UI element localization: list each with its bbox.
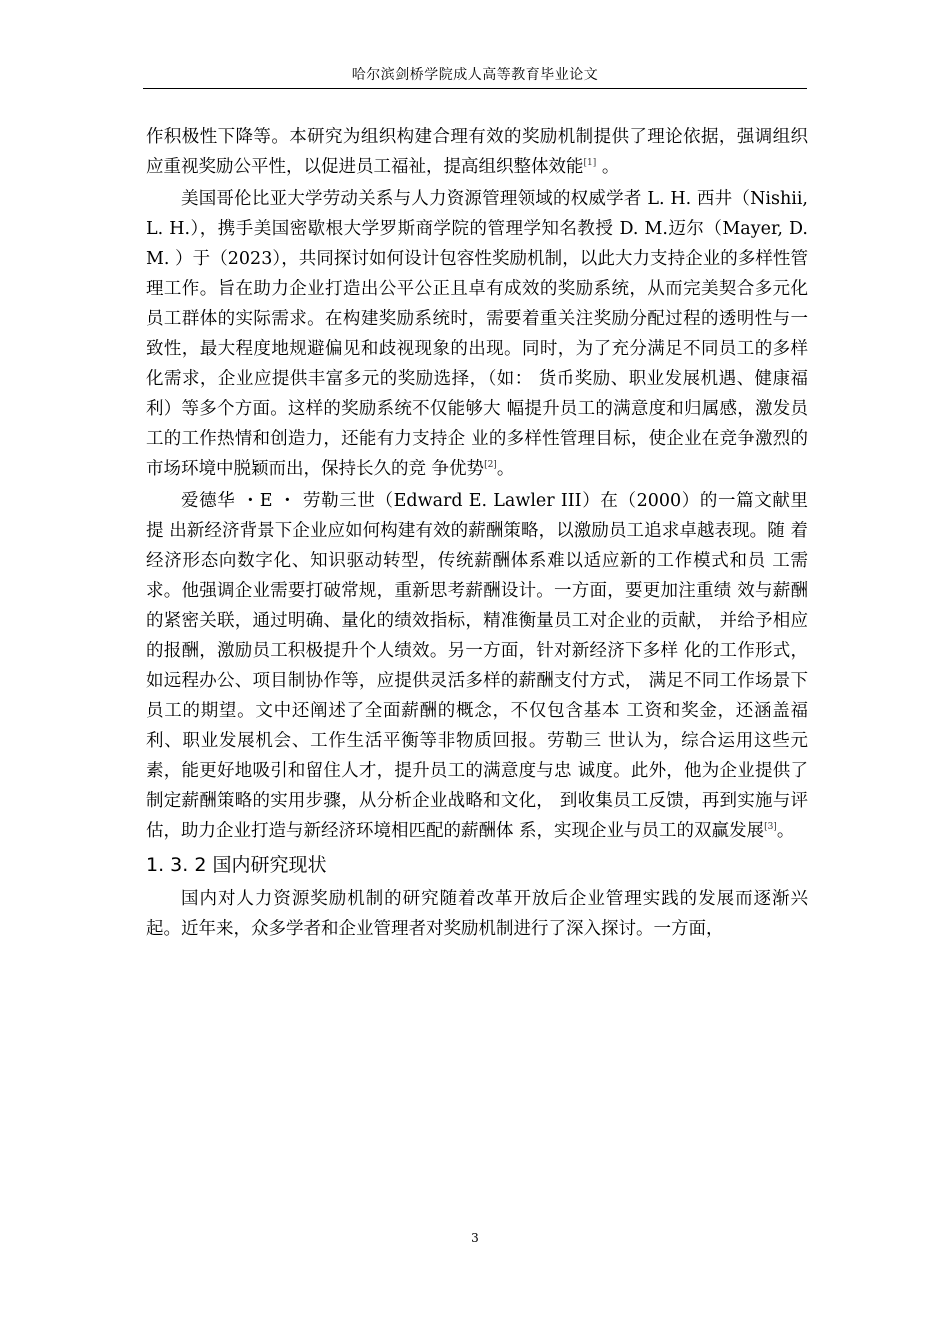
body-text <box>146 122 808 944</box>
paragraph-lawler <box>146 486 808 846</box>
header-rule <box>143 88 807 89</box>
paragraph-tail: 。 <box>496 459 515 479</box>
citation-ref: [3] <box>764 822 777 832</box>
paragraph-continuation <box>146 122 808 182</box>
paragraph-nishii-mayer <box>146 184 808 484</box>
paragraph-text: 爱德华 ・E ・ 劳勒三世（Edward E. Lawler III）在（2000）的一篇文献里提 出新经济背景下企业应如何构建有效的薪酬策略，以激励员工追求卓越表现。随 着经济形态向数字化、知识驱动转型，传统薪酬体系难以适应新的工作模式和员 工需求。他强调企业需要打破常规，重新思考薪酬设计。一方面，要更加注重绩 效与薪酬的紧密关联，通过明确、量化的绩效指标，精准衡量员工对企业的贡献， 并给予相应的报酬，激励员工积极提升个人绩效。另一方面，针对新经济下多样 化的工作形式，如远程办公、项目制协作等，应提供灵活多样的薪酬支付方式， 满足不同工作场景下员工的期望。文中还阐述了全面薪酬的概念，不仅包含基本 工资和奖金，还涵盖福利、职业发展机会、工作生活平衡等非物质回报。劳勒三 世认为，综合运用这些元素，能更好地吸引和留住人才，提升员工的满意度与忠 诚度。此外，他为企业提供了制定薪酬策略的实用步骤，从分析企业战略和文化， 到收集员工反馈，再到实施与评估，助力企业打造与新经济环境相匹配的薪酬体 系，实现企业与员工的双赢发展 <box>146 491 808 841</box>
paragraph-tail: 。 <box>596 157 620 177</box>
paragraph-tail: 。 <box>776 821 795 841</box>
paragraph-text: 美国哥伦比亚大学劳动关系与人力资源管理领域的权威学者 L. H. 西井（Nishii, L. H.），携手美国密歇根大学罗斯商学院的管理学知名教授 D. M.迈尔（Mayer, D. M. ）于（2023），共同探讨如何设计包容性奖励机制，以此大力支持企业的多样性管理工作。旨在助力企业打造出公平公正且卓有成效的奖励系统，从而完美契合多元化员工群体的实际需求。在构建奖励系统时，需要着重关注奖励分配过程的透明性与一致性，最大程度地规避偏见和歧视现象的出现。同时，为了充分满足不同员工的多样化需求，企业应提供丰富多元的奖励选择，（如： 货币奖励、职业发展机遇、健康福利）等多个方面。这样的奖励系统不仅能够大 幅提升员工的满意度和归属感，激发员工的工作热情和创造力，还能有力支持企 业的多样性管理目标，使企业在竞争激烈的市场环境中脱颖而出，保持长久的竞 争优势 <box>146 189 808 479</box>
paragraph-domestic-research: 国内对人力资源奖励机制的研究随着改革开放后企业管理实践的发展而逐渐兴起。近年来，众多学者和企业管理者对奖励机制进行了深入探讨。一方面， <box>146 889 808 939</box>
paragraph-text: 作积极性下降等。本研究为组织构建合理有效的奖励机制提供了理论依据，强调组织应重视奖励公平性，以促进员工福祉，提高组织整体效能 <box>146 127 808 177</box>
running-header-title: 哈尔滨剑桥学院成人高等教育毕业论文 <box>351 67 599 83</box>
page-number: 3 <box>471 1231 479 1245</box>
citation-ref: [1] <box>583 158 597 168</box>
citation-ref: [2] <box>484 460 497 470</box>
section-heading: 1. 3. 2 国内研究现状 <box>146 854 327 876</box>
